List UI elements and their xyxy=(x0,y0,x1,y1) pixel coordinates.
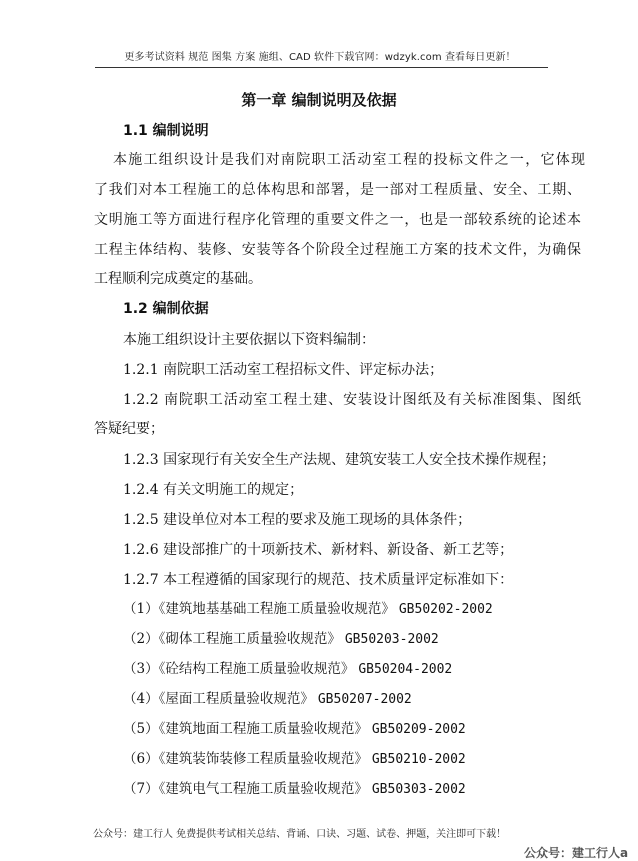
basis-item: 1.2.1 南院职工活动室工程招标文件、评定标办法； xyxy=(123,362,444,378)
standard-code: GB50209-2002 xyxy=(371,722,466,737)
standard-label: （5）《建筑地面工程施工质量验收规范》 xyxy=(123,721,368,737)
watermark-text: 公众号：建工行人a xyxy=(524,846,629,860)
standard-item xyxy=(123,599,493,620)
standard-item xyxy=(123,719,466,740)
standard-item xyxy=(123,689,412,710)
standard-code: GB50303-2002 xyxy=(371,782,466,797)
standard-label: （6）《建筑装饰装修工程质量验收规范》 xyxy=(123,751,368,767)
standard-item xyxy=(123,659,452,680)
basis-item: 1.2.3 国家现行有关安全生产法规、建筑安装工人安全技术操作规程； xyxy=(123,452,556,468)
basis-item: 1.2.5 建设单位对本工程的要求及施工现场的具体条件； xyxy=(123,512,472,528)
section-intro: 本施工组织设计主要依据以下资料编制： xyxy=(123,332,375,348)
basis-item: 1.2.7 本工程遵循的国家现行的规范、技术质量评定标准如下： xyxy=(123,572,514,588)
standard-code: GB50203-2002 xyxy=(344,632,439,647)
paragraph-line: 本施工组织设计是我们对南院职工活动室工程的投标文件之一，它体现 xyxy=(113,152,585,168)
standard-code: GB50202-2002 xyxy=(398,602,493,617)
standard-code: GB50204-2002 xyxy=(358,662,453,677)
paragraph-line: 工程顺利完成奠定的基础。 xyxy=(94,271,262,287)
basis-item: 1.2.2 南院职工活动室工程土建、安装设计图纸及有关标准图集、图纸 xyxy=(123,392,581,408)
standard-code: GB50207-2002 xyxy=(317,692,412,707)
basis-item-continuation: 答疑纪要； xyxy=(94,421,164,437)
standard-label: （4）《屋面工程质量验收规范》 xyxy=(123,691,314,707)
standard-item xyxy=(123,779,466,800)
section-heading-1-1: 1.1 编制说明 xyxy=(123,123,209,139)
standard-label: （3）《砼结构工程施工质量验收规范》 xyxy=(123,661,355,677)
paragraph-line: 工程主体结构、装修、安装等各个阶段全过程施工方案的技术文件，为确保 xyxy=(94,242,581,258)
chapter-title: 第一章 编制说明及依据 xyxy=(241,91,397,109)
page-header: 更多考试资料 规范 图集 方案 施组、CAD 软件下载官网：wdzyk.com 查看每日更新！ xyxy=(124,52,516,63)
section-heading-1-2: 1.2 编制依据 xyxy=(123,301,209,317)
basis-item: 1.2.6 建设部推广的十项新技术、新材料、新设备、新工艺等； xyxy=(123,542,514,558)
standard-item xyxy=(123,749,466,770)
page-footer: 公众号：建工行人 免费提供考试相关总结、背诵、口诀、习题、试卷、押题，关注即可下载！ xyxy=(93,829,507,840)
paragraph-line: 文明施工等方面进行程序化管理的重要文件之一，也是一部较系统的论述本 xyxy=(94,212,581,228)
standard-label: （7）《建筑电气工程施工质量验收规范》 xyxy=(123,781,368,797)
paragraph-line: 了我们对本工程施工的总体构思和部署，是一部对工程质量、安全、工期、 xyxy=(94,182,581,198)
standard-code: GB50210-2002 xyxy=(371,752,466,767)
header-divider xyxy=(95,67,548,68)
standard-label: （2）《砌体工程施工质量验收规范》 xyxy=(123,631,341,647)
standard-label: （1）《建筑地基基础工程施工质量验收规范》 xyxy=(123,601,395,617)
standard-item xyxy=(123,629,439,650)
basis-item: 1.2.4 有关文明施工的规定； xyxy=(123,482,304,498)
